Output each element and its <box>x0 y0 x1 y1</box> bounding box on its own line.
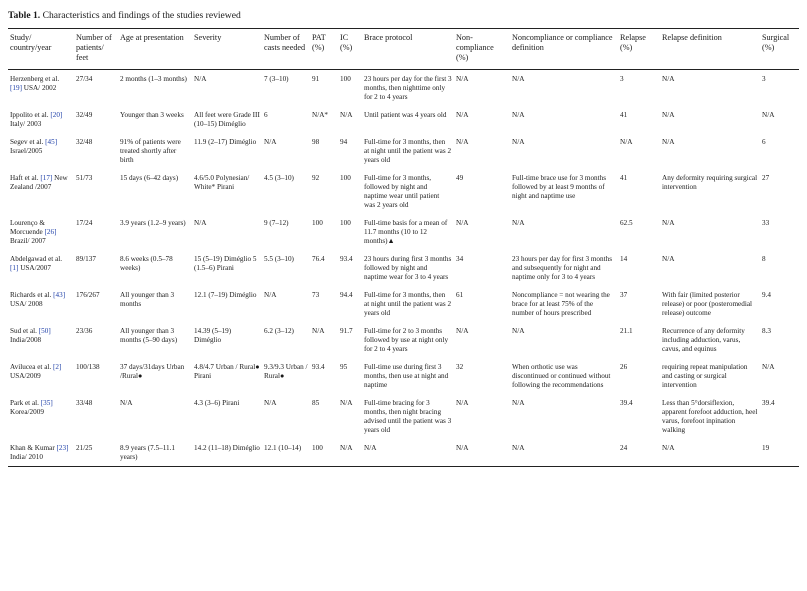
table-cell: N/A <box>338 439 362 467</box>
reference-link[interactable]: [50] <box>38 327 51 335</box>
table-cell: 94 <box>340 138 348 146</box>
header-row <box>8 29 799 70</box>
table-cell: 24 <box>618 439 660 467</box>
table-cell: N/A <box>510 439 618 467</box>
table-cell: 15 (5–19) Diméglio 5 (1.5–6) Pirani <box>194 255 257 272</box>
table-cell: 17/24 <box>76 219 93 227</box>
reference-link[interactable]: [19] <box>10 84 22 92</box>
table-cell: 100 <box>310 439 338 467</box>
table-cell: 89/137 <box>76 255 96 263</box>
table-cell: N/A <box>762 111 775 119</box>
reference-link[interactable]: [1] <box>10 264 19 272</box>
table-cell: Younger than 3 weeks <box>120 111 184 119</box>
table-cell: 91% of patients were treated shortly after birth <box>120 138 181 164</box>
column-header: Severity <box>192 29 262 70</box>
table-cell: N/A <box>456 111 469 119</box>
table-cell: 3 <box>620 75 624 83</box>
table-cell: 11.9 (2–17) Diméglio <box>194 138 257 146</box>
table-cell: 6 <box>762 138 766 146</box>
table-cell: Less than 5°dorsiflexion, apparent forefoot adduction, heel varus, forefoot inpination walking <box>662 399 758 434</box>
table-cell: With fair (limited posterior release) or poor (posteromedial release) outcome <box>662 291 753 317</box>
table-cell: 34 <box>456 255 464 263</box>
table-cell: Full-time use during first 3 months, then use at night and naptime <box>364 363 449 389</box>
column-header: PAT (%) <box>310 29 338 70</box>
table-cell: N/A <box>454 439 510 467</box>
table-cell: 33 <box>762 219 770 227</box>
table-cell: N/A <box>194 75 207 83</box>
table-cell: 5.5 (3–10) <box>264 255 294 263</box>
table-cell: Full-time for 3 months, then at night until the patient was 2 years old <box>364 291 452 317</box>
table-cell: N/A <box>662 111 675 119</box>
table-cell: N/A <box>264 291 277 299</box>
study-cell: Abdelgawad et al. [1] USA/2007 <box>10 255 63 272</box>
table-row <box>8 133 799 169</box>
table-row <box>8 250 799 286</box>
table-cell: 27 <box>762 174 770 182</box>
table-cell: 7 (3–10) <box>264 75 289 83</box>
study-cell: Herzenberg et al. [19] USA/ 2002 <box>10 75 60 92</box>
table-cell: N/A <box>456 219 469 227</box>
table-cell: N/A* <box>312 111 328 119</box>
table-cell: Any deformity requiring surgical intervention <box>662 174 758 191</box>
table-cell: 51/73 <box>76 174 93 182</box>
table-cell: 93.4 <box>340 255 353 263</box>
table-cell: Until patient was 4 years old <box>364 111 447 119</box>
table-cell: 6.2 (3–12) <box>264 327 294 335</box>
table-cell: 33/48 <box>76 399 93 407</box>
table-cell: 62.5 <box>620 219 633 227</box>
study-cell: Richards et al. [43] USA/ 2008 <box>10 291 66 308</box>
table-cell: N/A <box>362 439 454 467</box>
table-cell: 73 <box>312 291 320 299</box>
table-cell: 95 <box>340 363 348 371</box>
column-header: Number of patients/ feet <box>74 29 118 70</box>
table-cell: 4.3 (3–6) Pirani <box>194 399 240 407</box>
reference-link[interactable]: [2] <box>52 363 62 371</box>
table-cell: 93.4 <box>312 363 325 371</box>
table-cell: N/A <box>512 327 525 335</box>
table-cell: 21/25 <box>74 439 118 467</box>
table-cell: N/A <box>456 138 469 146</box>
table-cell: N/A <box>456 75 469 83</box>
table-cell: 23 hours during first 3 months followed by night and naptime wear for 3 to 4 years <box>364 255 452 281</box>
table-cell: N/A <box>264 399 277 407</box>
reference-link[interactable]: [26] <box>44 228 57 236</box>
table-cell: 76.4 <box>312 255 325 263</box>
table-cell: Full-time for 2 to 3 months followed by use at night only for 2 to 4 years <box>364 327 449 353</box>
table-cell: N/A <box>662 138 675 146</box>
table-cell: N/A <box>312 327 325 335</box>
table-cell: All younger than 3 months <box>120 291 175 308</box>
table-cell: 23 hours per day for first 3 months and subsequently for night and naptime only for 3 to 4 years <box>512 255 613 281</box>
table-cell: Recurrence of any deformity including adduction, varus, cavus, and equinus <box>662 327 745 353</box>
study-cell: Segev et al. [45] Israel/2005 <box>10 138 58 155</box>
study-cell: Avilucea et al. [2] USA/2009 <box>10 363 62 380</box>
table-cell: 100 <box>340 174 351 182</box>
table-cell: 176/267 <box>76 291 100 299</box>
table-cell: 9.3/9.3 Urban / Rural● <box>264 363 308 380</box>
table-cell: 4.6/5.0 Polynesian/ White* Pirani <box>194 174 250 191</box>
table-cell: All feet were Grade III (10–15) Diméglio <box>194 111 260 128</box>
table-cell: 39.4 <box>762 399 775 407</box>
table-cell: 100/138 <box>76 363 100 371</box>
table-row <box>8 439 799 467</box>
table-cell: 15 days (6–42 days) <box>120 174 179 182</box>
table-row <box>8 106 799 133</box>
table-cell: N/A <box>512 219 525 227</box>
table-cell: 14.2 (11–18) Diméglio <box>192 439 262 467</box>
table-cell: N/A <box>762 363 775 371</box>
table-cell: 92 <box>312 174 320 182</box>
column-header: Number of casts needed <box>262 29 310 70</box>
table-row <box>8 214 799 250</box>
table-cell: 41 <box>620 111 628 119</box>
table-cell: 12.1 (10–14) <box>262 439 310 467</box>
table-container <box>8 28 799 467</box>
table-cell: 19 <box>760 439 799 467</box>
column-header: Relapse (%) <box>618 29 660 70</box>
table-cell: 37 <box>620 291 628 299</box>
table-title: Characteristics and findings of the studies reviewed <box>42 10 241 21</box>
table-cell: 91 <box>312 75 320 83</box>
reference-link[interactable]: [20] <box>50 111 63 119</box>
table-cell: N/A <box>340 111 353 119</box>
table-cell: N/A <box>660 439 760 467</box>
study-cell: Sud et al. [50] India/2008 <box>10 327 51 344</box>
table-cell: 6 <box>264 111 268 119</box>
table-body <box>8 70 799 467</box>
table-cell: 21.1 <box>620 327 633 335</box>
study-cell: Haft et al. [17] New Zealand /2007 <box>10 174 68 191</box>
reference-link[interactable]: [43] <box>53 291 66 299</box>
table-cell: 23 hours per day for the first 3 months, then nighttime only for 2 to 4 years <box>364 75 452 101</box>
table-cell: 32/48 <box>76 138 93 146</box>
table-cell: 9.4 <box>762 291 771 299</box>
table-cell: 14 <box>620 255 628 263</box>
column-header: IC (%) <box>338 29 362 70</box>
table-cell: 4.8/4.7 Urban / Rural● Pirani <box>194 363 260 380</box>
column-header: Study/ country/year <box>8 29 74 70</box>
table-cell: 61 <box>456 291 464 299</box>
table-cell: 12.1 (7–19) Diméglio <box>194 291 257 299</box>
table-cell: 3.9 years (1.2–9 years) <box>120 219 186 227</box>
table-cell: Full-time basis for a mean of 11.7 months (10 to 12 months)▲ <box>364 219 448 245</box>
table-cell: 85 <box>312 399 320 407</box>
study-cell: Ippolito et al. [20] Italy/ 2003 <box>10 111 63 128</box>
table-row <box>8 169 799 214</box>
study-cell: Khan & Kumar [23] India/ 2010 <box>8 439 74 467</box>
table-cell: 8.9 years (7.5–11.1 years) <box>118 439 192 467</box>
study-cell: Lourenço & Morcuende [26] Brazil/ 2007 <box>10 219 57 245</box>
table-cell: 100 <box>340 75 351 83</box>
table-cell: 32 <box>456 363 464 371</box>
table-cell: 4.5 (3–10) <box>264 174 294 182</box>
table-cell: 27/34 <box>76 75 93 83</box>
table-cell: 3 <box>762 75 766 83</box>
table-cell: N/A <box>456 399 469 407</box>
reference-link[interactable]: [35] <box>40 399 53 407</box>
table-cell: 94.4 <box>340 291 353 299</box>
table-cell: Full-time for 3 months, followed by night and naptime wear until patient was 2 years old <box>364 174 440 209</box>
table-cell: 8.3 <box>762 327 771 335</box>
table-cell: N/A <box>194 219 207 227</box>
table-cell: 91.7 <box>340 327 353 335</box>
table-label: Table 1. <box>8 10 41 21</box>
table-cell: N/A <box>340 399 353 407</box>
column-header: Non- compliance (%) <box>454 29 510 70</box>
table-cell: N/A <box>662 219 675 227</box>
table-cell: 37 days/31days Urban /Rural● <box>120 363 185 380</box>
table-cell: Full-time brace use for 3 months followed by at least 9 months of night and naptime use <box>512 174 607 200</box>
table-cell: requiring repeat manipulation and casting or surgical intervention <box>662 363 748 389</box>
reference-link[interactable]: [23] <box>56 444 69 452</box>
table-cell: N/A <box>512 75 525 83</box>
table-cell: N/A <box>512 111 525 119</box>
table-cell: Full-time bracing for 3 months, then night bracing advised until the patient was 3 years old <box>364 399 452 434</box>
column-header: Relapse definition <box>660 29 760 70</box>
table-cell: 39.4 <box>620 399 633 407</box>
table-cell: 8 <box>762 255 766 263</box>
table-row <box>8 394 799 439</box>
table-cell: N/A <box>264 138 277 146</box>
table-cell: N/A <box>512 399 525 407</box>
table-cell: N/A <box>456 327 469 335</box>
table-cell: 100 <box>312 219 323 227</box>
column-header: Brace protocol <box>362 29 454 70</box>
table-row <box>8 286 799 322</box>
table-cell: 2 months (1–3 months) <box>120 75 187 83</box>
table-cell: N/A <box>620 138 633 146</box>
table-caption <box>8 10 241 21</box>
column-header: Age at presentation <box>118 29 192 70</box>
reference-link[interactable]: [45] <box>45 138 58 146</box>
column-header: Surgical (%) <box>760 29 799 70</box>
column-header: Noncompliance or compliance definition <box>510 29 618 70</box>
table-cell: 8.6 weeks (0.5–78 weeks) <box>120 255 173 272</box>
table-cell: N/A <box>512 138 525 146</box>
reference-link[interactable]: [17] <box>40 174 53 182</box>
table-cell: All younger than 3 months (5–90 days) <box>120 327 178 344</box>
table-cell: 23/36 <box>76 327 93 335</box>
study-cell: Park et al. [35] Korea/2009 <box>10 399 53 416</box>
table-cell: Noncompliance = not wearing the brace for at least 75% of the number of hours prescribed <box>512 291 610 317</box>
table-cell: 26 <box>620 363 628 371</box>
table-cell: 100 <box>340 219 351 227</box>
table-cell: 98 <box>312 138 320 146</box>
table-row <box>8 322 799 358</box>
table-cell: 41 <box>620 174 628 182</box>
table-cell: 14.39 (5–19) Diméglio <box>194 327 232 344</box>
table-cell: N/A <box>120 399 133 407</box>
table-cell: N/A <box>662 255 675 263</box>
table-cell: When orthotic use was discontinued or continued without following the recommendations <box>512 363 611 389</box>
table-cell: 49 <box>456 174 464 182</box>
table-cell: 32/49 <box>76 111 93 119</box>
table-row <box>8 358 799 394</box>
studies-table <box>8 28 799 467</box>
table-cell: N/A <box>662 75 675 83</box>
table-cell: 9 (7–12) <box>264 219 289 227</box>
table-row <box>8 70 799 107</box>
table-cell: Full-time for 3 months, then at night until the patient was 2 years old <box>364 138 452 164</box>
